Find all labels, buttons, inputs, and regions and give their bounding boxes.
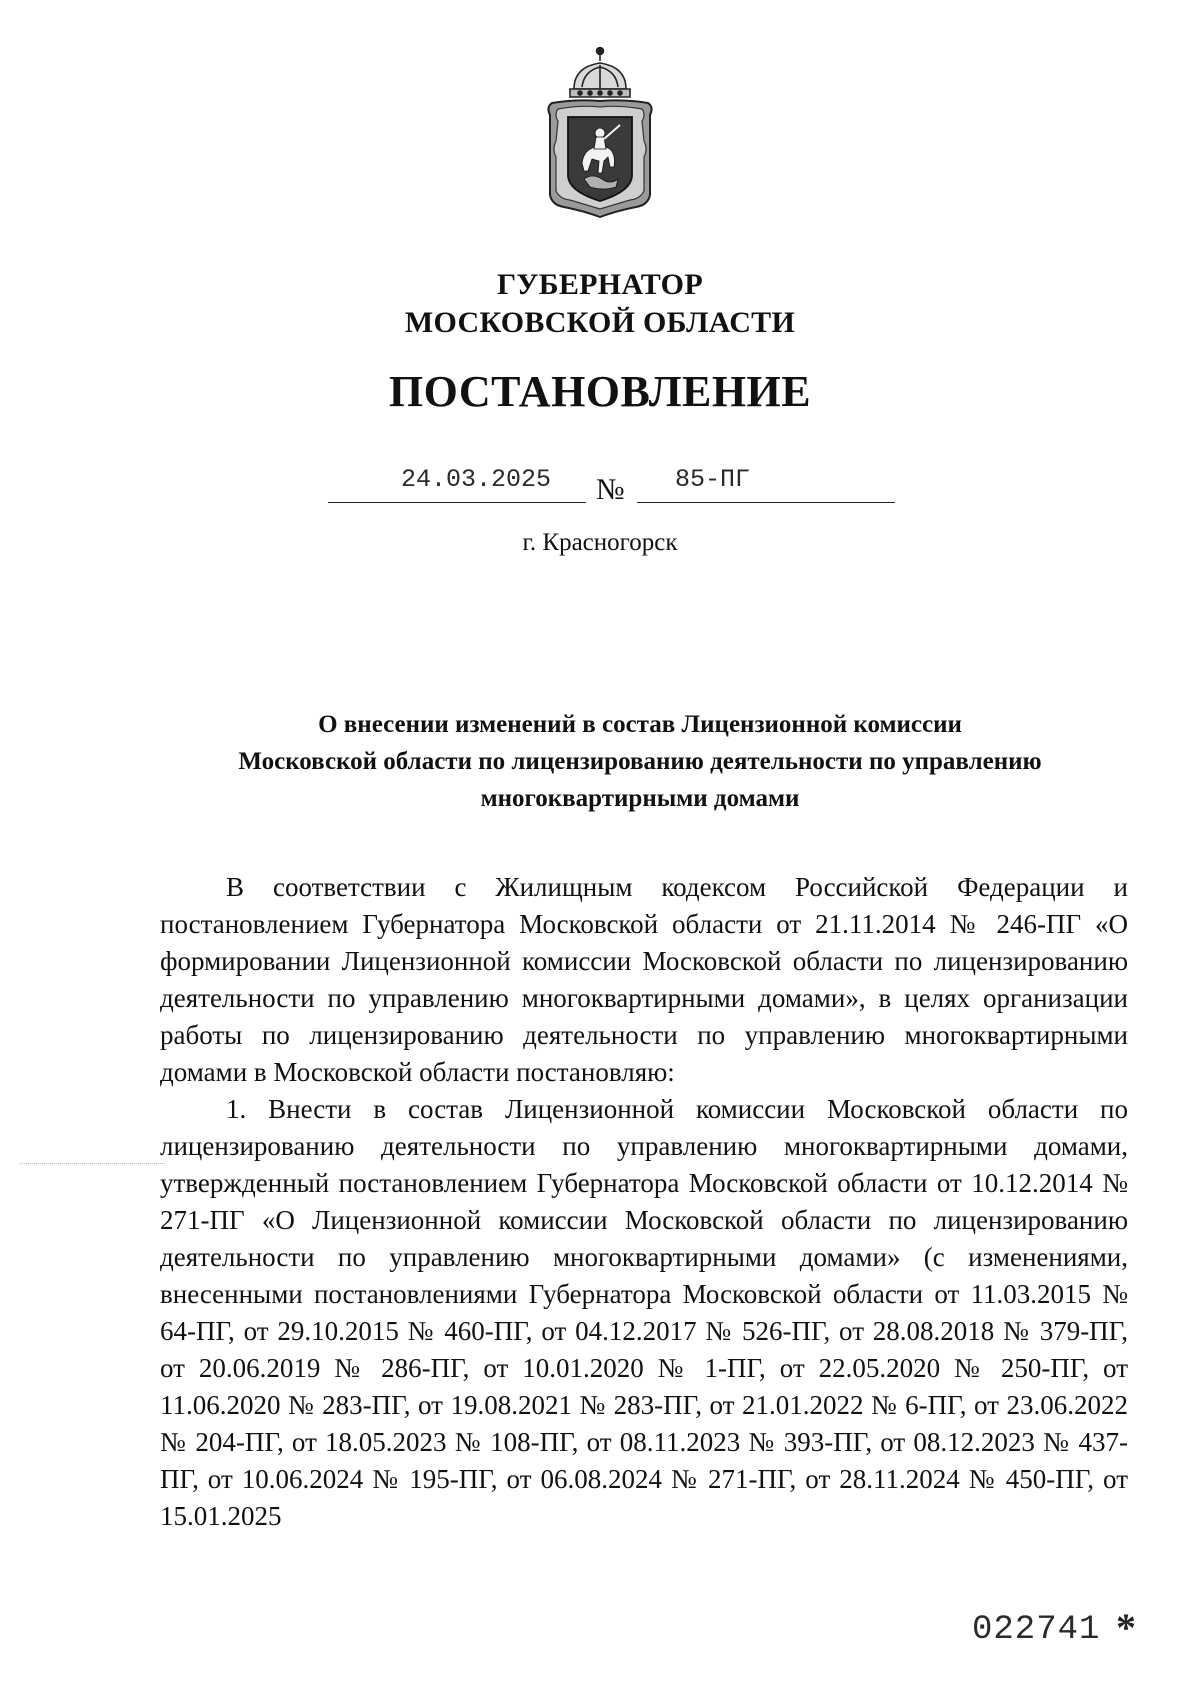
subject-line-3: многоквартирными домами xyxy=(480,785,800,812)
coat-of-arms-icon xyxy=(544,45,656,220)
preamble-paragraph: В соответствии с Жилищным кодексом Российской Федерации и постановлением Губернатора Московской области от 21.11.2014 № 246-ПГ «О формировании Лицензионной комиссии Московской области по лицензированию деятельности по управлению многоквартирными домами», в целях организации работы по лицензированию деятельности по управлению многоквартирными домами в Московской области постановляю: xyxy=(160,872,1128,1087)
issuer-line-1: ГУБЕРНАТОР xyxy=(497,268,703,301)
subject-line-2: Московской области по лицензированию деятельности по управлению xyxy=(238,748,1042,775)
subject-line-1: О внесении изменений в состав Лицензионной комиссии xyxy=(318,711,962,738)
document-date-field xyxy=(328,460,586,503)
number-sign: № xyxy=(596,473,625,506)
document-subject xyxy=(170,706,1110,817)
document-number-field xyxy=(637,460,895,503)
document-type-title: ПОСТАНОВЛЕНИЕ xyxy=(388,367,812,416)
document-date: 24.03.2025 xyxy=(401,465,552,494)
serial-asterisk: * xyxy=(1116,1605,1136,1650)
issuer-line-2: МОСКОВСКОЙ ОБЛАСТИ xyxy=(404,306,796,339)
document-number: 85-ПГ xyxy=(675,465,751,494)
form-serial-number: 022741 xyxy=(972,1611,1101,1649)
place-of-issue: г. Красногорск xyxy=(522,529,678,556)
margin-mark xyxy=(20,1163,165,1164)
item-1-paragraph: 1. Внести в состав Лицензионной комиссии Московской области по лицензированию деятельности по управлению многоквартирными домами, утвержденный постановлением Губернатора Московской области от 10.12.2014 № 271-ПГ «О Лицензионной комиссии Московской области по лицензированию деятельности по управлению многоквартирными домами» (с изменениями, внесенными постановлениями Губернатора Московской области от 11.03.2015 № 64-ПГ, от 29.10.2015 № 460-ПГ, от 04.12.2017 № 526-ПГ, от 28.08.2018 № 379-ПГ, от 20.06.2019 № 286-ПГ, от 10.01.2020 № 1-ПГ, от 22.05.2020 № 250-ПГ, от 11.06.2020 № 283-ПГ, от 19.08.2021 № 283-ПГ, от 21.01.2022 № 6-ПГ, от 23.06.2022 № 204-ПГ, от 18.05.2023 № 108-ПГ, от 08.11.2023 № 393-ПГ, от 08.12.2023 № 437-ПГ, от 10.06.2024 № 195-ПГ, от 06.08.2024 № 271-ПГ, от 28.11.2024 № 450-ПГ, от 15.01.2025 xyxy=(160,1094,1128,1531)
issuer-title xyxy=(0,266,1200,342)
document-body xyxy=(160,869,1128,1535)
